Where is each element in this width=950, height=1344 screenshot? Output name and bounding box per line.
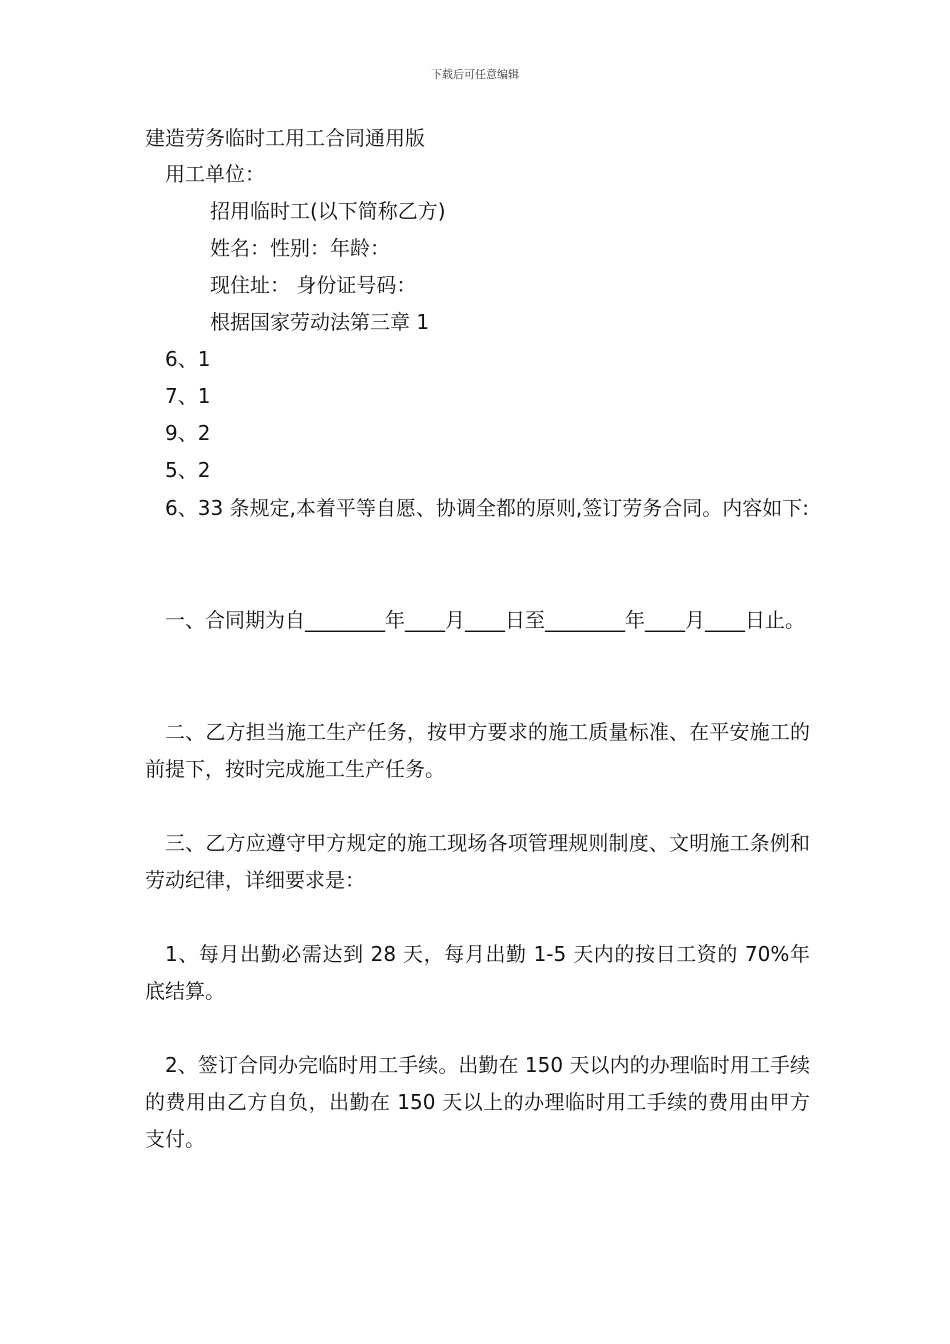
- worker-line: 根据国家劳动法第三章 1: [210, 310, 430, 334]
- worker-line: 招用临时工(以下简称乙方): [210, 199, 446, 223]
- header-note: 下载后可任意编辑: [431, 68, 519, 81]
- preamble-paragraph: 6、33 条规定,本着平等自愿、协调全都的原则,签订劳务合同。内容如下:: [165, 496, 809, 520]
- clause-paragraph: 2、签订合同办完临时用工手续。出勤在 150 天以内的办理临时用工手续的费用由乙方自负，出勤在 150 天以上的办理临时用工手续的费用由甲方支付。: [145, 1053, 810, 1151]
- clause-paragraph: 1、每月出勤必需达到 28 天，每月出勤 1-5 天内的按日工资的 70%年底结算。: [145, 942, 810, 1003]
- clause-paragraph: 一、合同期为自________年____月____日至________年____月____日止。: [165, 608, 805, 632]
- worker-line: 现住址： 身份证号码：: [210, 273, 417, 297]
- clause-paragraph: 三、乙方应遵守甲方规定的施工现场各项管理规则制度、文明施工条例和劳动纪律，详细要求是：: [145, 831, 810, 892]
- employer-label: 用工单位：: [165, 162, 265, 186]
- fragment-line: 9、2: [165, 421, 211, 445]
- worker-line: 姓名：性别：年龄：: [210, 236, 390, 260]
- clause-paragraph: 二、乙方担当施工生产任务，按甲方要求的施工质量标准、在平安施工的前提下，按时完成施工生产任务。: [145, 720, 810, 781]
- fragment-line: 5、2: [165, 458, 211, 482]
- fragment-line: 7、1: [165, 384, 211, 408]
- fragment-line: 6、1: [165, 347, 211, 371]
- document-title: 建造劳务临时工用工合同通用版: [145, 126, 425, 150]
